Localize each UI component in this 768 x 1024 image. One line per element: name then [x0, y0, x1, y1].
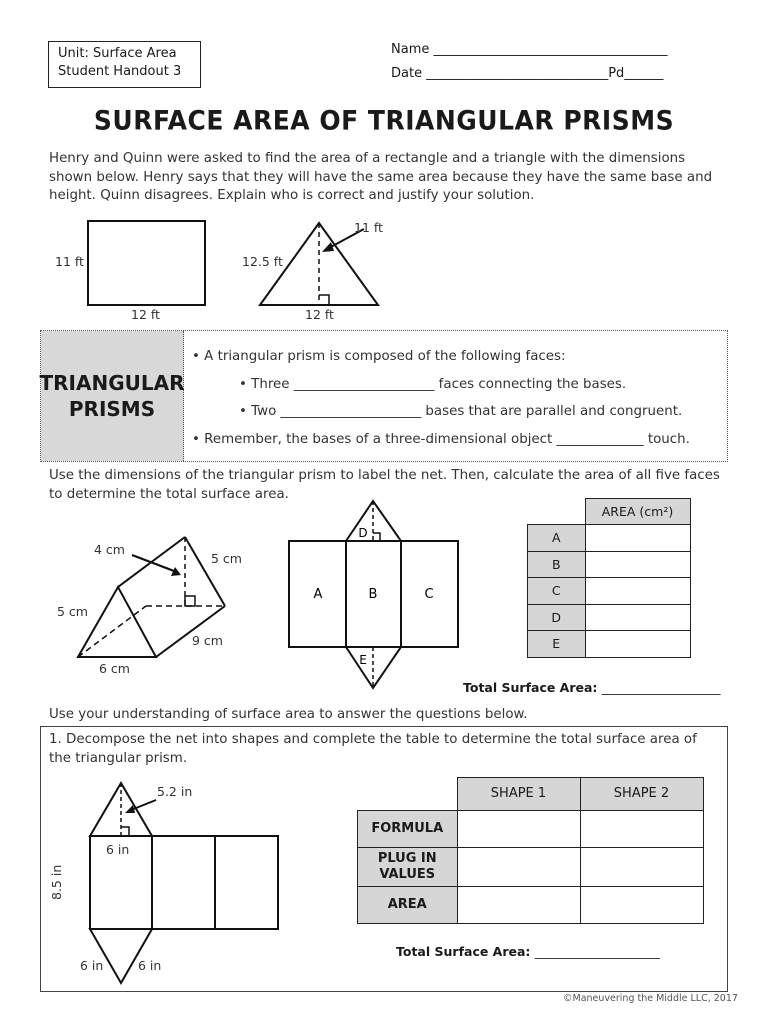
area-row-c-label: C [528, 578, 586, 605]
area-row-e-input[interactable] [585, 631, 690, 658]
tri-base-label: 12 ft [305, 307, 334, 322]
pd-label: Pd [608, 66, 625, 81]
tri-side-label: 12.5 ft [242, 254, 283, 269]
net-label-a: A [313, 587, 323, 602]
net-label-d: D [358, 526, 368, 540]
unit-label: Unit: Surface Area [58, 46, 177, 61]
area-row-c-input[interactable] [585, 578, 690, 605]
name-field[interactable] [391, 42, 668, 57]
q-net-bottom-triangle [90, 929, 152, 983]
bullet-2-post: touch. [647, 432, 690, 447]
bullet-1a-blank: _____________________ [293, 377, 435, 392]
q-total-label: Total Surface Area: [396, 944, 531, 959]
net-total-label: Total Surface Area: [463, 680, 598, 695]
prism-front-face [78, 587, 156, 657]
q-net-height-label: 5.2 in [157, 784, 193, 799]
net-total-surface-area[interactable] [463, 680, 721, 695]
prism-left-slant-label: 5 cm [57, 604, 88, 619]
bullet-1a-post: faces connecting the bases. [438, 377, 627, 392]
question-net-figure [80, 778, 290, 988]
rect-height-label: 11 ft [55, 254, 84, 269]
area-row-a-input[interactable] [585, 525, 690, 552]
shape-2-header: SHAPE 2 [580, 778, 703, 811]
handout-label: Student Handout 3 [58, 64, 182, 79]
date-field[interactable] [391, 66, 663, 81]
area-shape-2-input[interactable] [580, 886, 703, 923]
plug-in-line-2: VALUES [379, 866, 436, 882]
definition-heading [41, 331, 184, 461]
plug-in-shape-2-input[interactable] [580, 847, 703, 886]
area-shape-1-input[interactable] [457, 886, 580, 923]
prism-bottom-edge [156, 606, 225, 657]
prism-height-arrow [132, 555, 174, 571]
definition-bullet-1b: • Two _____________________ bases that are parallel and congruent. [239, 404, 683, 419]
plug-in-row-label [358, 847, 458, 886]
area-row-d-input[interactable] [585, 604, 690, 631]
area-row-label: AREA [358, 886, 458, 923]
pd-blank: ______ [624, 66, 664, 81]
intro-paragraph: Henry and Quinn were asked to find the area of a rectangle and a triangle with the dimensions shown below. Henry says that they will have the same area because they have the same base and height. Quinn disagrees. Explain who is correct and justify your solution. [49, 151, 713, 204]
bullet-1b-blank: _____________________ [280, 404, 422, 419]
bullet-2-blank: _____________ [556, 432, 644, 447]
copyright: ©Maneuvering the Middle LLC, 2017 [563, 993, 738, 1004]
definition-heading-line1: TRIANGULAR [39, 371, 185, 395]
q-net-bottom-right-label: 6 in [138, 958, 162, 973]
name-blank: ____________________________________ [433, 42, 668, 57]
q-total-blank: ____________________ [534, 944, 660, 959]
right-angle-mark [319, 295, 329, 305]
bullet-1-text: A triangular prism is composed of the following faces: [204, 349, 566, 364]
date-blank: ____________________________ [426, 66, 609, 81]
height-arrowhead [322, 242, 334, 252]
net-top-triangle [346, 501, 401, 541]
question-total-surface-area[interactable] [396, 944, 660, 959]
prism-hidden-edge [78, 606, 146, 657]
bullet-1a-pre: Three [251, 377, 290, 392]
formula-row-label: FORMULA [358, 810, 458, 847]
plug-in-line-1: PLUG IN [377, 850, 437, 866]
unit-box [48, 41, 201, 88]
page-title: SURFACE AREA OF TRIANGULAR PRISMS [93, 105, 675, 136]
name-label: Name [391, 42, 430, 57]
net-label-e: E [359, 653, 367, 667]
definition-bullet-1a: • Three _____________________ faces connecting the bases. [239, 377, 627, 392]
area-row-e-label: E [528, 631, 586, 658]
plug-in-shape-1-input[interactable] [457, 847, 580, 886]
prism-length-label: 9 cm [192, 633, 223, 648]
q-net-right-angle [121, 827, 129, 836]
area-table-header: AREA (cm²) [585, 499, 690, 525]
net-instructions: Use the dimensions of the triangular prism to label the net. Then, calculate the area of all five faces to determine the total surface area. [49, 468, 720, 502]
bullet-2-pre: Remember, the bases of a three-dimensional object [204, 432, 553, 447]
formula-shape-2-input[interactable] [580, 810, 703, 847]
shape-1-header: SHAPE 1 [457, 778, 580, 811]
area-row-d-label: D [528, 604, 586, 631]
definition-heading-line2: PRISMS [68, 397, 156, 421]
area-table-corner [528, 499, 586, 525]
date-label: Date [391, 66, 423, 81]
bullet-1b-pre: Two [251, 404, 277, 419]
q-net-bottom-left-label: 6 in [80, 958, 104, 973]
prism-right-slant-label: 5 cm [211, 551, 242, 566]
net-label-c: C [424, 587, 434, 602]
bullet-1b-post: bases that are parallel and congruent. [425, 404, 683, 419]
area-row-b-input[interactable] [585, 551, 690, 578]
net-total-blank: ___________________ [601, 680, 721, 695]
tri-height-label: 11 ft [354, 220, 383, 235]
definition-bullet-1: • A triangular prism is composed of the following faces: [192, 349, 566, 364]
formula-shape-1-input[interactable] [457, 810, 580, 847]
definition-bullet-2: • Remember, the bases of a three-dimensional object _____________ touch. [192, 432, 690, 447]
area-row-b-label: B [528, 551, 586, 578]
rect-base-label: 12 ft [131, 307, 160, 322]
questions-intro: Use your understanding of surface area to answer the questions below. [49, 707, 528, 722]
prism-height-label: 4 cm [94, 542, 125, 557]
net-bottom-triangle [346, 647, 401, 688]
shape-table-corner [358, 778, 458, 811]
area-table [527, 498, 691, 658]
prism-right-angle [185, 596, 195, 606]
prism-base-label: 6 cm [99, 661, 130, 676]
q-net-length-label: 8.5 in [49, 864, 64, 900]
net-label-b: B [368, 587, 378, 602]
shape-table [357, 777, 704, 924]
q-net-top-base-label: 6 in [106, 842, 130, 857]
area-row-a-label: A [528, 525, 586, 552]
net-top-right-angle [373, 533, 380, 541]
question-1-text: 1. Decompose the net into shapes and complete the table to determine the total surface area of the triangular prism. [49, 732, 697, 766]
rectangle-shape [88, 221, 205, 305]
prism-net-figure [280, 495, 470, 695]
